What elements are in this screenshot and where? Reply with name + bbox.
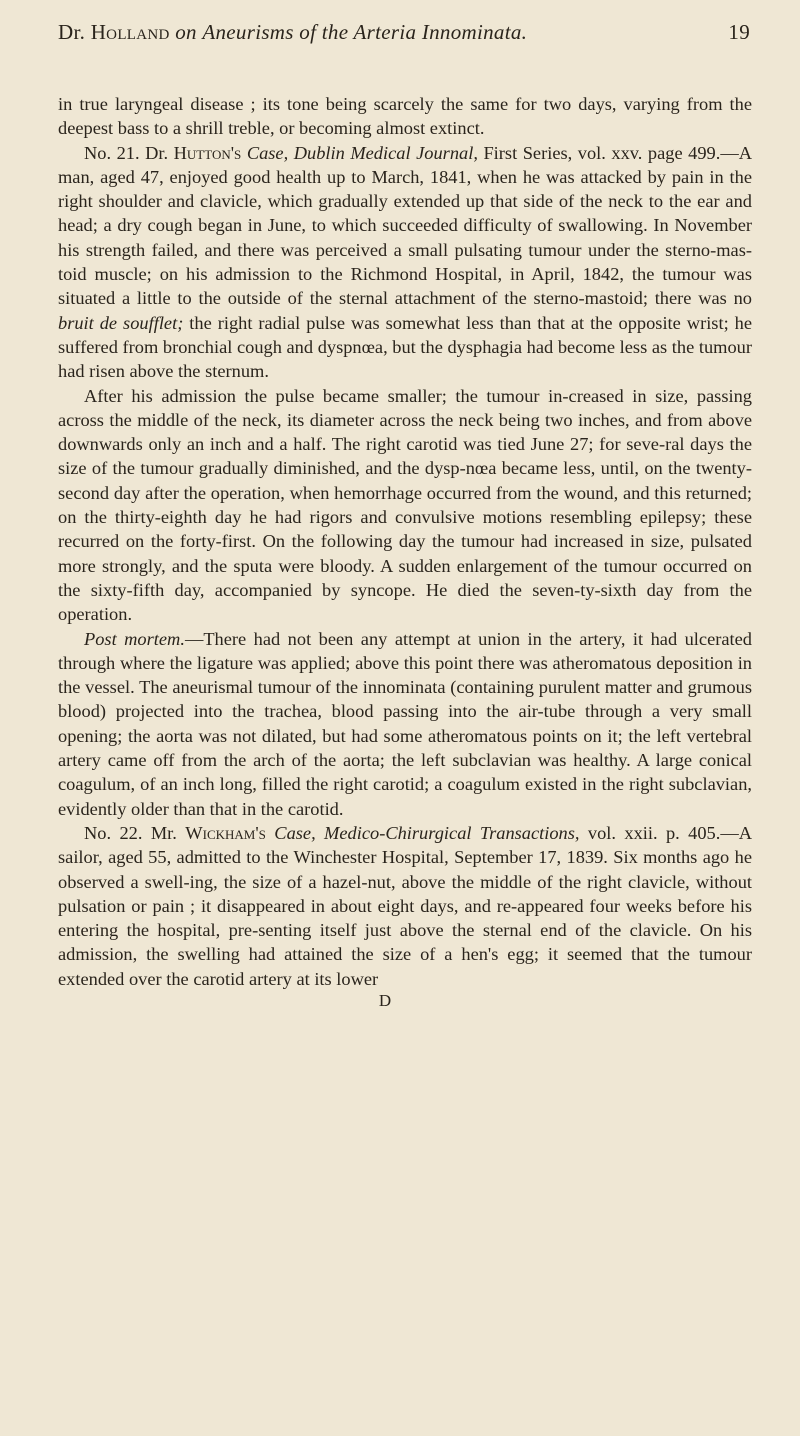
italic-text: Case, Dublin Medical Journal, [246, 142, 478, 163]
italic-text: Case, Medico-Chirurgical Transactions, [274, 822, 580, 843]
text-run: —There had not been any attempt at union in the artery, it had ulcerated through where the ligature was applied; above this point there was atheromatous deposition in the vessel. The aneurismal tumour of the innominata (containing purulent matter and grumous blood) projected into the trachea, blood passing into the air-tube through a very small opening; the aorta was not dilated, but had some atheromatous points on it; the left vertebral artery came off from the arch of the aorta; the left subclavian was healthy. A large conical coagulum, of an inch long, filled the right carotid; a coagulum existed in the right subclavian, evidently older than that in the carotid. [58, 628, 752, 819]
title-italic: Aneurisms of the Arteria Innominata. [202, 20, 528, 44]
body-text [58, 92, 752, 991]
small-caps-name: Wickham's [185, 822, 266, 843]
running-head [58, 20, 752, 72]
author-prefix: Dr. [58, 20, 86, 44]
text-run: No. 21. Dr. [84, 142, 174, 163]
title-connector: on [175, 20, 197, 44]
italic-text: bruit de soufflet; [58, 312, 184, 333]
paragraph [58, 92, 752, 141]
paragraph [58, 821, 752, 991]
paragraph [58, 141, 752, 384]
author-name: Holland [90, 20, 170, 44]
italic-text: Post mortem. [84, 628, 185, 649]
text-run: the right radial pulse was somewhat less than that at the opposite wrist; he suffered from bronchial cough and dyspnœa, but the dysphagia had become less as the tumour had risen above the sternum. [58, 312, 752, 382]
signature-mark: D [378, 990, 392, 1010]
text-run: No. 22. Mr. [84, 822, 186, 843]
text-run: vol. xxii. p. 405.—A sailor, aged 55, admitted to the Winchester Hospital, September 17, 1839. Six months ago he observed a swell-ing, the size of a hazel-nut, above the middle of the right clavicle, without pulsation or pain ; it disappeared in about eight days, and re-appeared four weeks before his entering the hospital, pre-senting itself just above the sternal end of the clavicle. On his admission, the swelling had attained the size of a hen's egg; it seemed that the tumour extended over the carotid artery at its lower [58, 822, 752, 989]
small-caps-name: Hutton's [173, 142, 242, 163]
paragraph [58, 384, 752, 627]
text-run: First Series, vol. xxv. page 499.—A man, aged 47, enjoyed good health up to March, 1841, when he was attacked by pain in the right shoulder and clavicle, which gradually extended up that side of the neck to the ear and head; a dry cough began in June, to which succeeded difficulty of swallowing. In November his strength failed, and there was perceived a small pulsating tumour under the sterno-mas-toid muscle; on his admission to the Richmond Hospital, in April, 1842, the tumour was situated a little to the outside of the sternal attachment of the sterno-mastoid; there was no [58, 142, 753, 309]
text-run: in true laryngeal disease ; its tone being scarcely the same for two days, varying from the deepest bass to a shrill treble, or becoming almost extinct. [58, 94, 752, 139]
running-title [58, 20, 527, 45]
page-number: 19 [728, 20, 750, 44]
paragraph [58, 627, 752, 821]
text-run: After his admission the pulse became smaller; the tumour in-creased in size, passing across the middle of the neck, its diameter across the neck being two inches, and from above downwards only an inch and a half. The right carotid was tied June 27; for seve-ral days the size of the tumour gradually diminished, and the dysp-nœa became less, until, on the twenty-second day after the operation, when hemorrhage occurred from the wound, and this returned; on the thirty-eighth day he had rigors and convulsive motions resembling epilepsy; these recurred on the forty-first. On the following day the tumour had increased in size, pulsated more strongly, and the sputa were bloody. A sudden enlargement of the tumour occurred on the sixty-fifth day, accompanied by syncope. He died the seven-ty-sixth day from the operation. [58, 385, 752, 625]
